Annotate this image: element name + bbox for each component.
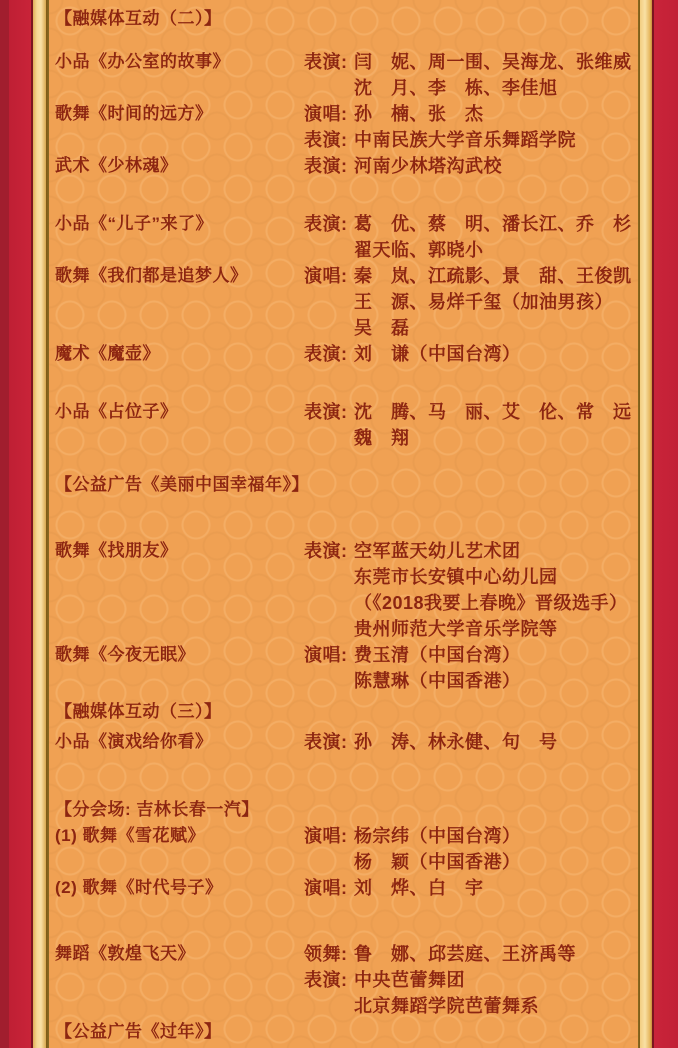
performer-names: 中央芭蕾舞团 <box>354 970 465 990</box>
program-row <box>49 849 638 875</box>
program-row <box>49 823 638 849</box>
section-header <box>49 699 638 725</box>
program-title: 【公益广告《美丽中国幸福年》】 <box>55 475 309 494</box>
performer-names: 翟天临、郭晓小 <box>354 240 484 260</box>
program-row <box>49 315 638 341</box>
role-label: 表演: <box>304 52 348 72</box>
role-label: 表演: <box>304 732 348 752</box>
right-gold-rail <box>638 0 654 1048</box>
performer-names: 葛 优、蔡 明、潘长江、乔 杉 <box>354 214 632 234</box>
role-label: 表演: <box>304 970 348 990</box>
program-title: 小品《占位子》 <box>55 402 178 421</box>
program-title: 歌舞《今夜无眠》 <box>55 645 195 664</box>
section-header <box>49 1019 638 1045</box>
program-title: 【公益广告《过年》】 <box>55 1022 222 1041</box>
program-title: (2) 歌舞《时代号子》 <box>55 878 223 897</box>
performer-names: 魏 翔 <box>354 428 410 448</box>
section-header <box>49 797 638 823</box>
role-label: 演唱: <box>304 266 348 286</box>
performer-names: 贵州师范大学音乐学院等 <box>354 619 558 639</box>
performer-names: 鲁 娜、邱芸庭、王济禹等 <box>354 944 576 964</box>
program-row <box>49 289 638 315</box>
program-row <box>49 127 638 153</box>
program-row <box>49 341 638 367</box>
performer-names: 空军蓝天幼儿艺术团 <box>354 541 521 561</box>
program-title: 歌舞《我们都是追梦人》 <box>55 266 248 285</box>
performer-names: 陈慧琳（中国香港） <box>354 671 521 691</box>
role-label: 表演: <box>304 156 348 176</box>
section-header <box>49 6 638 32</box>
program-row <box>49 642 638 668</box>
program-row <box>49 263 638 289</box>
performer-names: 河南少林塔沟武校 <box>354 156 502 176</box>
program-title: 【分会场: 吉林长春一汽】 <box>55 800 259 819</box>
role-label: 表演: <box>304 402 348 422</box>
role-label: 演唱: <box>304 645 348 665</box>
performer-names: 孙 涛、林永健、句 号 <box>354 732 558 752</box>
performer-names: 孙 楠、张 杰 <box>354 104 484 124</box>
program-title: 舞蹈《敦煌飞天》 <box>55 944 195 963</box>
role-label: 表演: <box>304 344 348 364</box>
program-row <box>49 153 638 179</box>
performer-names: 刘 谦（中国台湾） <box>354 344 521 364</box>
performer-names: 王 源、易烊千玺（加油男孩） <box>354 292 613 312</box>
program-row <box>49 729 638 755</box>
role-label: 演唱: <box>304 878 348 898</box>
performer-names: 沈 腾、马 丽、艾 伦、常 远 <box>354 402 632 422</box>
program-title: (1) 歌舞《雪花赋》 <box>55 826 205 845</box>
program-row <box>49 538 638 564</box>
performer-names: 北京舞蹈学院芭蕾舞系 <box>354 996 539 1016</box>
performer-names: 沈 月、李 栋、李佳旭 <box>354 78 558 98</box>
program-row <box>49 616 638 642</box>
program-row <box>49 993 638 1019</box>
role-label: 表演: <box>304 130 348 150</box>
role-label: 领舞: <box>304 944 348 964</box>
program-row <box>49 399 638 425</box>
left-red-border <box>9 0 32 1048</box>
right-red-border <box>654 0 678 1048</box>
program-title: 小品《演戏给你看》 <box>55 732 213 751</box>
program-row <box>49 211 638 237</box>
program-title: 【融媒体互动（三）】 <box>55 702 222 721</box>
performer-names: 东莞市长安镇中心幼儿园 <box>354 567 558 587</box>
performer-names: 费玉清（中国台湾） <box>354 645 521 665</box>
performer-names: 杨 颖（中国香港） <box>354 852 521 872</box>
program-row <box>49 101 638 127</box>
program-row <box>49 75 638 101</box>
role-label: 演唱: <box>304 826 348 846</box>
program-title: 歌舞《时间的远方》 <box>55 104 213 123</box>
performer-names: 闫 妮、周一围、吴海龙、张维威 <box>354 52 632 72</box>
left-gold-rail <box>31 0 49 1048</box>
program-title: 【融媒体互动（二）】 <box>55 9 222 28</box>
role-label: 表演: <box>304 214 348 234</box>
performer-names: （《2018我要上春晚》晋级选手） <box>354 593 628 613</box>
program-title: 小品《办公室的故事》 <box>55 52 230 71</box>
performer-names: 吴 磊 <box>354 318 410 338</box>
program-row <box>49 49 638 75</box>
program-title: 歌舞《找朋友》 <box>55 541 178 560</box>
program-row <box>49 590 638 616</box>
program-row <box>49 425 638 451</box>
section-header <box>49 472 638 498</box>
program-title: 魔术《魔壶》 <box>55 344 160 363</box>
program-row <box>49 941 638 967</box>
program-list <box>49 0 638 1048</box>
role-label: 演唱: <box>304 104 348 124</box>
performer-names: 秦 岚、江疏影、景 甜、王俊凯 <box>354 266 632 286</box>
program-row <box>49 237 638 263</box>
program-row <box>49 668 638 694</box>
program-title: 武术《少林魂》 <box>55 156 178 175</box>
program-row <box>49 875 638 901</box>
program-title: 小品《“儿子”来了》 <box>55 214 213 233</box>
performer-names: 杨宗纬（中国台湾） <box>354 826 521 846</box>
role-label: 表演: <box>304 541 348 561</box>
program-row <box>49 564 638 590</box>
left-outer-dark-strip <box>0 0 9 1048</box>
program-row <box>49 967 638 993</box>
performer-names: 刘 烨、白 宇 <box>354 878 484 898</box>
performer-names: 中南民族大学音乐舞蹈学院 <box>354 130 576 150</box>
